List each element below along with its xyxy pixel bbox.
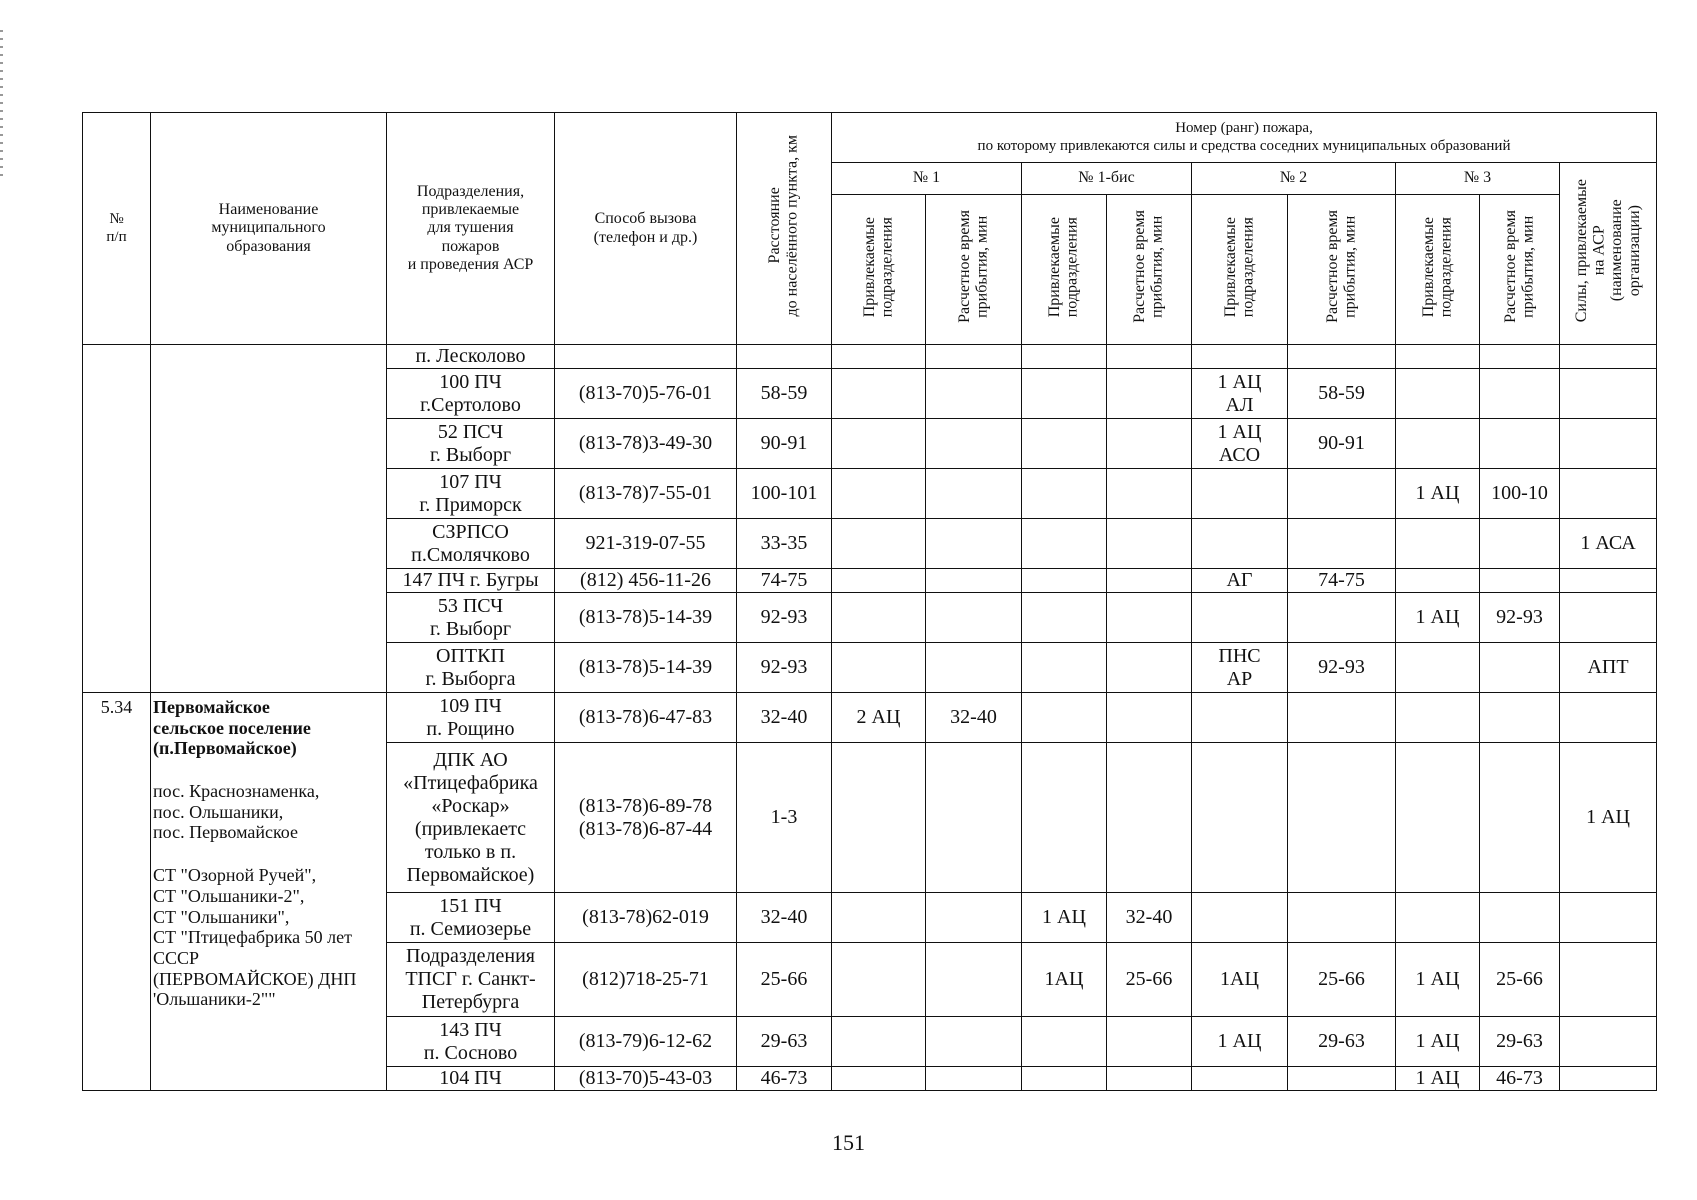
- cell-r3t: [1480, 693, 1560, 743]
- header-r3-units: [1396, 195, 1480, 345]
- cell-r1bu: [1022, 593, 1107, 643]
- cell-r3u: [1396, 419, 1480, 469]
- cell-dist: 92-93: [737, 643, 832, 693]
- cell-r2t: [1288, 469, 1396, 519]
- cell-r2t: [1288, 345, 1396, 369]
- cell-r3t: [1480, 519, 1560, 569]
- cell-call: 921-319-07-55: [555, 519, 737, 569]
- cell-asr: 1 АЦ: [1560, 743, 1657, 893]
- cell-r3t: [1480, 419, 1560, 469]
- cell-r1t: [926, 469, 1022, 519]
- cell-asr: [1560, 369, 1657, 419]
- cell-unit: 53 ПСЧ г. Выборг: [387, 593, 555, 643]
- cell-r2t: 74-75: [1288, 569, 1396, 593]
- cell-r2u: 1АЦ: [1192, 943, 1288, 1017]
- cell-unit: 143 ПЧ п. Сосново: [387, 1017, 555, 1067]
- cell-dist: [737, 345, 832, 369]
- fire-resources-table: [82, 112, 1657, 1091]
- cell-r1bu: [1022, 569, 1107, 593]
- municipality-garden-societies: СТ "Озорной Ручей", СТ "Ольшаники-2", СТ "Ольшаники", СТ "Птицефабрика 50 лет СССР (ПЕРВОМАЙСКОЕ) ДНП 'Ольшаники-2"": [153, 865, 357, 1010]
- cell-asr: [1560, 893, 1657, 943]
- header-r1-time-label: Расчетное время прибытия, мин: [955, 210, 991, 324]
- cell-r2u: 1 АЦ АЛ: [1192, 369, 1288, 419]
- cell-r1bt: [1107, 693, 1192, 743]
- cell-r1bu: [1022, 369, 1107, 419]
- cell-r3u: 1 АЦ: [1396, 943, 1480, 1017]
- cell-dist: 92-93: [737, 593, 832, 643]
- cell-dist: 33-35: [737, 519, 832, 569]
- municipality-settlements: пос. Краснознаменка, пос. Ольшаники, пос. Первомайское: [153, 781, 320, 843]
- header-r1-units-label: Привлекаемые подразделения: [860, 216, 896, 317]
- cell-r3t: [1480, 893, 1560, 943]
- header-r1b-units: [1022, 195, 1107, 345]
- cell-call: (813-78)5-14-39: [555, 593, 737, 643]
- cell-r1bu: [1022, 469, 1107, 519]
- cell-r2u: 1 АЦ: [1192, 1017, 1288, 1067]
- cell-r3u: [1396, 369, 1480, 419]
- cell-r1t: [926, 569, 1022, 593]
- cell-r3t: [1480, 743, 1560, 893]
- header-asr-cell: [1560, 163, 1657, 345]
- cell-r1u: [832, 369, 926, 419]
- cell-r2u: [1192, 743, 1288, 893]
- cell-r2u: [1192, 693, 1288, 743]
- cell-r1bt: 32-40: [1107, 893, 1192, 943]
- cell-unit: 104 ПЧ: [387, 1067, 555, 1091]
- header-rank2: № 2: [1192, 163, 1396, 195]
- cell-dist: 90-91: [737, 419, 832, 469]
- header-r3-units-label: Привлекаемые подразделения: [1419, 216, 1455, 317]
- cell-r1t: [926, 643, 1022, 693]
- cell-dist: 74-75: [737, 569, 832, 593]
- cell-r2t: 92-93: [1288, 643, 1396, 693]
- cell-r1bu: 1АЦ: [1022, 943, 1107, 1017]
- cell-r1u: [832, 569, 926, 593]
- cell-r3u: 1 АЦ: [1396, 1067, 1480, 1091]
- page-number: 151: [832, 1130, 865, 1155]
- cell-asr: [1560, 569, 1657, 593]
- table-body: [83, 345, 1657, 1091]
- cell-r2u: [1192, 893, 1288, 943]
- cell-r2t: 25-66: [1288, 943, 1396, 1017]
- cell-r3t: 25-66: [1480, 943, 1560, 1017]
- section-number: 5.34: [83, 693, 151, 1091]
- cell-r3u: [1396, 893, 1480, 943]
- cell-r1u: [832, 1067, 926, 1091]
- cell-r1bt: [1107, 593, 1192, 643]
- cell-unit: ОПТКП г. Выборга: [387, 643, 555, 693]
- header-rank3: № 3: [1396, 163, 1560, 195]
- cell-r1bt: [1107, 643, 1192, 693]
- cell-asr: [1560, 1017, 1657, 1067]
- cell-asr: [1560, 345, 1657, 369]
- header-asr: Силы, привлекаемые на АСР (наименование организации): [1572, 179, 1643, 323]
- cell-r1u: [832, 593, 926, 643]
- cell-r1u: [832, 419, 926, 469]
- cell-r3u: 1 АЦ: [1396, 1017, 1480, 1067]
- header-r3-time: [1480, 195, 1560, 345]
- header-r1b-time: [1107, 195, 1192, 345]
- header-row-1: [83, 113, 1657, 163]
- cell-muni-blank: [151, 345, 387, 693]
- cell-r1u: [832, 943, 926, 1017]
- header-r1b-time-label: Расчетное время прибытия, мин: [1131, 210, 1166, 324]
- cell-dist: 25-66: [737, 943, 832, 1017]
- municipality-name: Первомайское сельское поселение (п.Первомайское): [153, 697, 311, 759]
- cell-r1t: [926, 345, 1022, 369]
- cell-r1t: [926, 743, 1022, 893]
- cell-r2t: [1288, 593, 1396, 643]
- cell-r1t: 32-40: [926, 693, 1022, 743]
- cell-r1bt: [1107, 469, 1192, 519]
- cell-unit: 52 ПСЧ г. Выборг: [387, 419, 555, 469]
- table-row: [83, 345, 1657, 369]
- cell-r1bu: 1 АЦ: [1022, 893, 1107, 943]
- header-r2-units: [1192, 195, 1288, 345]
- cell-r1bu: [1022, 1017, 1107, 1067]
- cell-r1bt: 25-66: [1107, 943, 1192, 1017]
- cell-unit: 109 ПЧ п. Рощино: [387, 693, 555, 743]
- cell-dist: 46-73: [737, 1067, 832, 1091]
- header-num: № п/п: [83, 113, 151, 345]
- cell-asr: [1560, 469, 1657, 519]
- cell-r3u: [1396, 519, 1480, 569]
- cell-r1bt: [1107, 569, 1192, 593]
- header-r1-time: [926, 195, 1022, 345]
- cell-r2u: АГ: [1192, 569, 1288, 593]
- cell-unit: ДПК АО «Птицефабрика «Роскар» (привлекаетс только в п. Первомайское): [387, 743, 555, 893]
- cell-unit: 107 ПЧ г. Приморск: [387, 469, 555, 519]
- cell-dist: 32-40: [737, 693, 832, 743]
- cell-asr: [1560, 1067, 1657, 1091]
- cell-r3u: 1 АЦ: [1396, 469, 1480, 519]
- cell-r2t: [1288, 693, 1396, 743]
- cell-r1bt: [1107, 345, 1192, 369]
- cell-r3t: 100-10: [1480, 469, 1560, 519]
- cell-r1t: [926, 519, 1022, 569]
- cell-r2u: [1192, 1067, 1288, 1091]
- cell-r1bu: [1022, 419, 1107, 469]
- cell-r3u: [1396, 345, 1480, 369]
- cell-r2t: [1288, 743, 1396, 893]
- cell-r2t: 58-59: [1288, 369, 1396, 419]
- cell-r3u: 1 АЦ: [1396, 593, 1480, 643]
- header-call: Способ вызова (телефон и др.): [555, 113, 737, 345]
- cell-num-blank: [83, 345, 151, 693]
- cell-r1bt: [1107, 1017, 1192, 1067]
- cell-call: (813-78)3-49-30: [555, 419, 737, 469]
- cell-unit: 100 ПЧ г.Сертолово: [387, 369, 555, 419]
- cell-r1bt: [1107, 1067, 1192, 1091]
- cell-r3t: [1480, 569, 1560, 593]
- cell-asr: 1 АСА: [1560, 519, 1657, 569]
- header-r2-time: [1288, 195, 1396, 345]
- cell-r1bt: [1107, 519, 1192, 569]
- cell-r1bu: [1022, 1067, 1107, 1091]
- cell-r2u: ПНС АР: [1192, 643, 1288, 693]
- header-r1-units: [832, 195, 926, 345]
- cell-r1t: [926, 593, 1022, 643]
- cell-r1t: [926, 419, 1022, 469]
- header-r2-time-label: Расчетное время прибытия, мин: [1323, 210, 1359, 324]
- cell-call: (813-78)7-55-01: [555, 469, 737, 519]
- cell-unit: Подразделения ТПСГ г. Санкт- Петербурга: [387, 943, 555, 1017]
- cell-asr: [1560, 693, 1657, 743]
- cell-asr: [1560, 593, 1657, 643]
- cell-r1bu: [1022, 643, 1107, 693]
- cell-r2u: [1192, 519, 1288, 569]
- cell-asr: [1560, 943, 1657, 1017]
- cell-r2t: 29-63: [1288, 1017, 1396, 1067]
- header-distance-cell: [737, 113, 832, 345]
- cell-call: (813-78)62-019: [555, 893, 737, 943]
- cell-r3u: [1396, 693, 1480, 743]
- cell-r1u: [832, 469, 926, 519]
- cell-r2u: [1192, 345, 1288, 369]
- cell-r1u: [832, 519, 926, 569]
- cell-r1bu: [1022, 693, 1107, 743]
- header-rank-title: Номер (ранг) пожара, по которому привлекаются силы и средства соседних муниципальных образований: [832, 113, 1657, 163]
- cell-dist: 32-40: [737, 893, 832, 943]
- header-muni: Наименование муниципального образования: [151, 113, 387, 345]
- header-distance: Расстояние до населённого пункта, км: [766, 135, 801, 317]
- cell-dist: 29-63: [737, 1017, 832, 1067]
- cell-r3t: [1480, 643, 1560, 693]
- header-r3-time-label: Расчетное время прибытия, мин: [1501, 210, 1537, 324]
- cell-r1t: [926, 893, 1022, 943]
- cell-call: (812)718-25-71: [555, 943, 737, 1017]
- cell-r1bu: [1022, 519, 1107, 569]
- cell-r1bu: [1022, 345, 1107, 369]
- scan-edge-mark: [0, 30, 3, 180]
- cell-r1bt: [1107, 369, 1192, 419]
- cell-call: [555, 345, 737, 369]
- header-rank1bis: № 1-бис: [1022, 163, 1192, 195]
- cell-r2u: [1192, 593, 1288, 643]
- cell-r2u: [1192, 469, 1288, 519]
- cell-r1t: [926, 1067, 1022, 1091]
- cell-r1bu: [1022, 743, 1107, 893]
- cell-r2t: [1288, 519, 1396, 569]
- cell-dist: 100-101: [737, 469, 832, 519]
- cell-r3u: [1396, 569, 1480, 593]
- cell-r2t: [1288, 1067, 1396, 1091]
- cell-r3t: 46-73: [1480, 1067, 1560, 1091]
- cell-dist: 1-3: [737, 743, 832, 893]
- cell-r1t: [926, 943, 1022, 1017]
- header-units: Подразделения, привлекаемые для тушения пожаров и проведения АСР: [387, 113, 555, 345]
- cell-asr: [1560, 419, 1657, 469]
- cell-r1u: 2 АЦ: [832, 693, 926, 743]
- cell-r1u: [832, 743, 926, 893]
- cell-call: (813-70)5-43-03: [555, 1067, 737, 1091]
- cell-r3t: [1480, 369, 1560, 419]
- cell-call: (813-78)6-89-78 (813-78)6-87-44: [555, 743, 737, 893]
- cell-call: (812) 456-11-26: [555, 569, 737, 593]
- cell-call: (813-78)6-47-83: [555, 693, 737, 743]
- cell-dist: 58-59: [737, 369, 832, 419]
- cell-r1bt: [1107, 419, 1192, 469]
- municipality-cell: [151, 693, 387, 1091]
- cell-r3t: 92-93: [1480, 593, 1560, 643]
- cell-asr: АПТ: [1560, 643, 1657, 693]
- cell-r2t: [1288, 893, 1396, 943]
- cell-r1u: [832, 643, 926, 693]
- cell-call: (813-79)6-12-62: [555, 1017, 737, 1067]
- header-rank1: № 1: [832, 163, 1022, 195]
- table-row: [83, 693, 1657, 743]
- cell-r1t: [926, 369, 1022, 419]
- cell-r3u: [1396, 743, 1480, 893]
- cell-r3t: 29-63: [1480, 1017, 1560, 1067]
- cell-unit: 151 ПЧ п. Семиозерье: [387, 893, 555, 943]
- cell-unit: СЗРПСО п.Смолячково: [387, 519, 555, 569]
- cell-r2t: 90-91: [1288, 419, 1396, 469]
- cell-r1u: [832, 345, 926, 369]
- cell-r3t: [1480, 345, 1560, 369]
- cell-r1bt: [1107, 743, 1192, 893]
- cell-unit: 147 ПЧ г. Бугры: [387, 569, 555, 593]
- cell-r2u: 1 АЦ АСО: [1192, 419, 1288, 469]
- header-r1b-units-label: Привлекаемые подразделения: [1046, 216, 1081, 317]
- cell-r1u: [832, 893, 926, 943]
- cell-unit: п. Лесколово: [387, 345, 555, 369]
- cell-call: (813-70)5-76-01: [555, 369, 737, 419]
- header-r2-units-label: Привлекаемые подразделения: [1221, 216, 1257, 317]
- cell-r3u: [1396, 643, 1480, 693]
- cell-call: (813-78)5-14-39: [555, 643, 737, 693]
- cell-r1u: [832, 1017, 926, 1067]
- cell-r1t: [926, 1017, 1022, 1067]
